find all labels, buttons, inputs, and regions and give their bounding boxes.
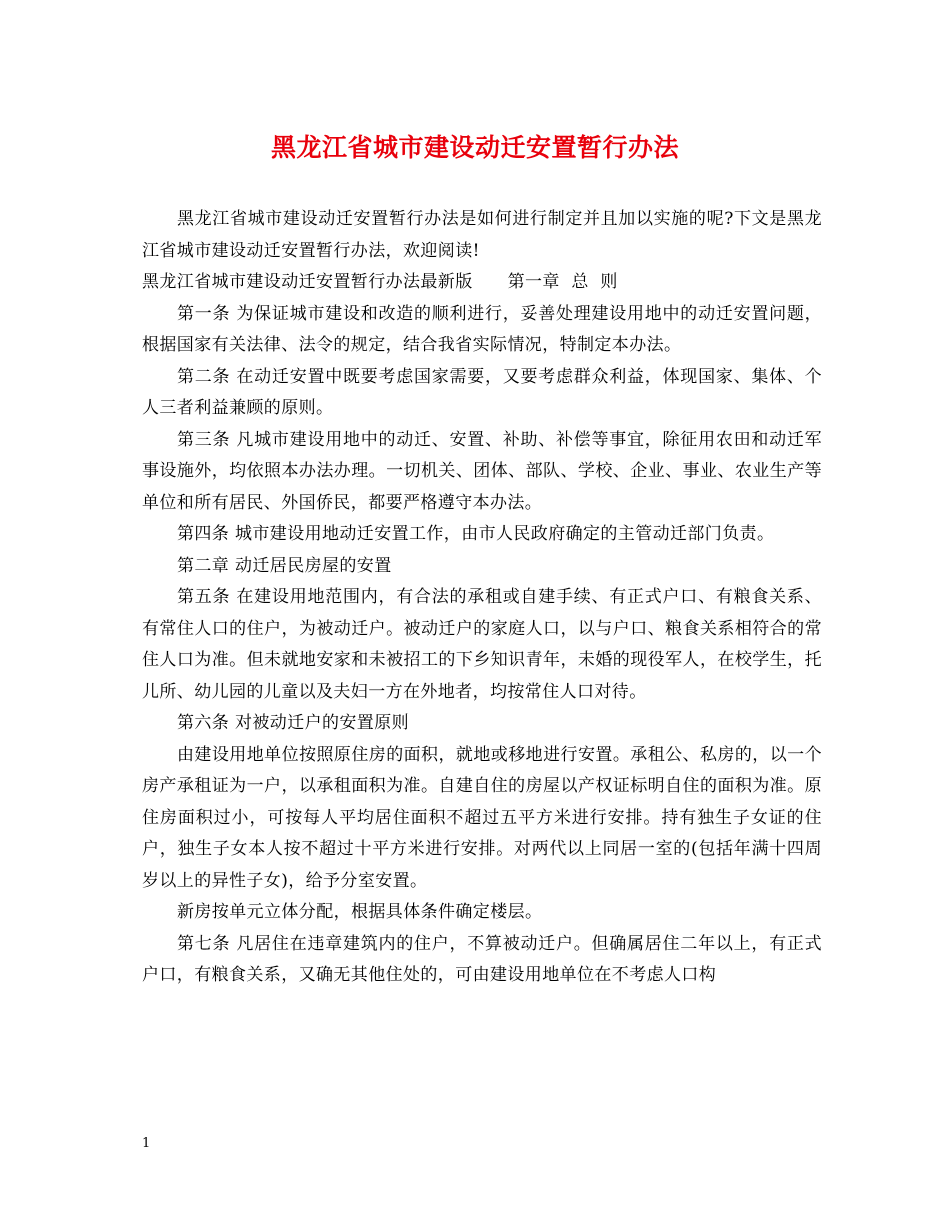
document-title: 黑龙江省城市建设动迁安置暂行办法	[270, 133, 679, 162]
article-6-heading: 第六条 对被动迁户的安置原则	[177, 713, 410, 733]
version-line	[142, 267, 822, 299]
article-6-paragraph-1: 由建设用地单位按照原住房的面积，就地或移地进行安置。承租公、私房的，以一个房产承租证为一户，以承租面积为准。自建自住的房屋以产权证标明自住的面积为准。原住房面积过小，可按每人平均居住面积不超过五平方米进行安排。持有独生子女证的住户，独生子女本人按不超过十平方米进行安排。对两代以上同居一室的(包括年满十四周岁以上的异性子女)，给予分室安置。	[142, 744, 822, 891]
article-4: 第四条 城市建设用地动迁安置工作，由市人民政府确定的主管动迁部门负责。	[177, 524, 775, 544]
article-7: 第七条 凡居住在违章建筑内的住户，不算被动迁户。但确属居住二年以上，有正式户口，有粮食关系，又确无其他住处的，可由建设用地单位在不考虑人口构	[142, 933, 822, 985]
article-1: 第一条 为保证城市建设和改造的顺利进行，妥善处理建设用地中的动迁安置问题，根据国家有关法律、法令的规定，结合我省实际情况，特制定本办法。	[142, 303, 822, 355]
article-3: 第三条 凡城市建设用地中的动迁、安置、补助、补偿等事宜，除征用农田和动迁军事设施外，均依照本办法办理。一切机关、团体、部队、学校、企业、事业、农业生产等单位和所有居民、外国侨民，都要严格遵守本办法。	[142, 429, 822, 513]
article-5: 第五条 在建设用地范围内，有合法的承租或自建手续、有正式户口、有粮食关系、有常住人口的住户，为被动迁户。被动迁户的家庭人口，以与户口、粮食关系相符合的常住人口为准。但未就地安家和未被招工的下乡知识青年，未婚的现役军人，在校学生，托儿所、幼儿园的儿童以及夫妇一方在外地者，均按常住人口对待。	[142, 587, 822, 702]
intro-paragraph: 黑龙江省城市建设动迁安置暂行办法是如何进行制定并且加以实施的呢?下文是黑龙江省城市建设动迁安置暂行办法，欢迎阅读!	[142, 209, 822, 261]
article-6-paragraph-2: 新房按单元立体分配，根据具体条件确定楼层。	[177, 902, 543, 922]
page-number: 1	[142, 1136, 151, 1151]
chapter-2-heading: 第二章 动迁居民房屋的安置	[177, 555, 392, 576]
chapter-1-heading: 第一章 总 则	[507, 272, 618, 292]
article-2: 第二条 在动迁安置中既要考虑国家需要，又要考虑群众利益，体现国家、集体、个人三者利益兼顾的原则。	[142, 366, 822, 418]
version-label: 黑龙江省城市建设动迁安置暂行办法最新版	[142, 272, 473, 292]
document-body	[142, 204, 822, 992]
